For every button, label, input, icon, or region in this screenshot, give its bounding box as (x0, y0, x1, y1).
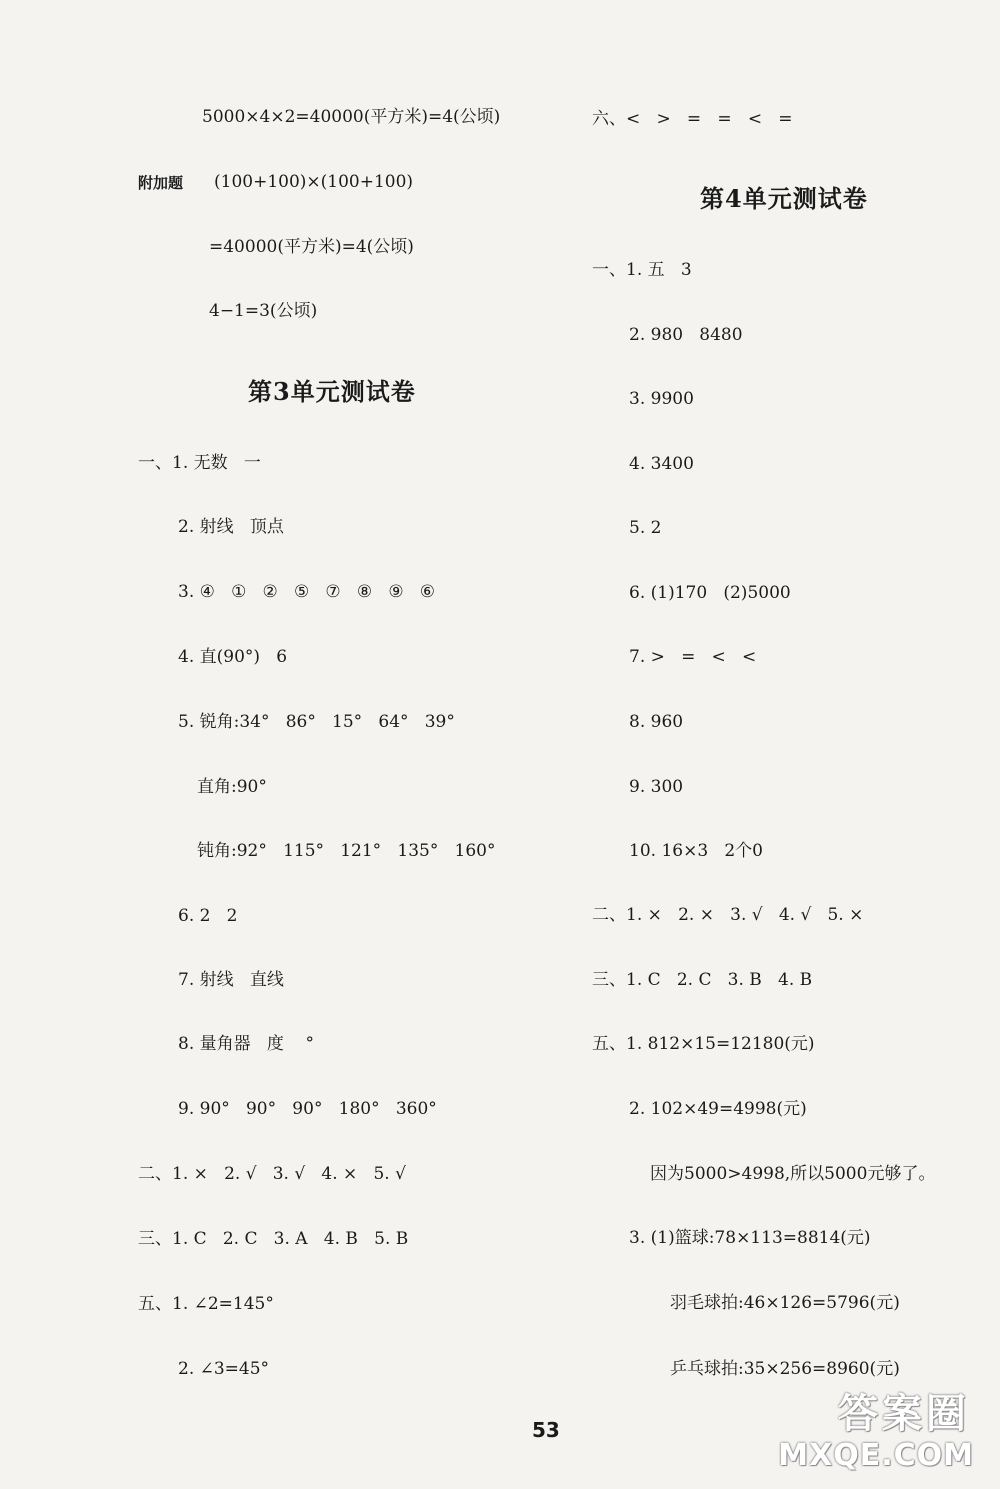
list-item: 二、1. × 2. √ 3. √ 4. × 5. √ (138, 1164, 406, 1184)
bonus-question-label: 附加题 (138, 174, 184, 192)
list-item: 三、1. C 2. C 3. A 4. B 5. B (138, 1229, 409, 1249)
list-item: 5. 2 (629, 518, 662, 538)
list-item: 9. 90° 90° 90° 180° 360° (178, 1099, 437, 1119)
list-item: 8. 量角器 度 ° (178, 1034, 314, 1054)
list-item: 8. 960 (629, 712, 684, 732)
list-item: 4. 直(90°) 6 (178, 647, 288, 667)
area-calculation-line: 5000×4×2=40000(平方米)=4(公顷) (202, 107, 501, 127)
list-item: 7. 射线 直线 (178, 970, 284, 990)
list-item: 羽毛球拍:46×126=5796(元) (670, 1293, 900, 1313)
list-item: 三、1. C 2. C 3. B 4. B (592, 970, 813, 990)
list-item: 五、1. ∠2=145° (138, 1294, 274, 1314)
list-item: 5. 锐角:34° 86° 15° 64° 39° (178, 712, 455, 732)
list-item: 4. 3400 (629, 454, 694, 474)
list-item: 2. 102×49=4998(元) (629, 1099, 807, 1119)
list-item: 2. 射线 顶点 (178, 517, 284, 537)
list-item: 直角:90° (197, 777, 267, 797)
list-item: 6. (1)170 (2)5000 (629, 583, 791, 603)
list-item: 二、1. × 2. × 3. √ 4. √ 5. × (592, 905, 864, 925)
list-item: 2. 980 8480 (629, 325, 743, 345)
list-item: 10. 16×3 2个0 (629, 841, 763, 861)
list-item: 一、1. 无数 一 (138, 453, 261, 473)
list-item: 2. ∠3=45° (178, 1359, 270, 1379)
watermark-logo: 答案圈 (838, 1391, 970, 1437)
page-number: 53 (532, 1418, 560, 1442)
list-item: 3. 9900 (629, 389, 694, 409)
list-item: 6. 2 2 (178, 906, 238, 926)
watermark-site: MXQE.COM (778, 1438, 974, 1473)
list-item: 3. ④ ① ② ⑤ ⑦ ⑧ ⑨ ⑥ (178, 582, 436, 602)
list-item: 9. 300 (629, 777, 684, 797)
unit-3-heading: 第3单元测试卷 (248, 377, 416, 406)
bonus-result-line: =40000(平方米)=4(公顷) (209, 237, 414, 257)
list-item: 钝角:92° 115° 121° 135° 160° (197, 841, 496, 861)
list-item: 因为5000>4998,所以5000元够了。 (650, 1164, 936, 1184)
list-item: 五、1. 812×15=12180(元) (592, 1034, 815, 1054)
list-item: 一、1. 五 3 (592, 260, 692, 280)
unit-4-heading: 第4单元测试卷 (700, 184, 868, 213)
bonus-expression-line: (100+100)×(100+100) (214, 172, 414, 192)
list-item: 7. > = < < (629, 647, 757, 667)
comparison-line: 六、< > = = < = (592, 109, 793, 129)
list-item: 3. (1)篮球:78×113=8814(元) (629, 1228, 871, 1248)
list-item: 乒乓球拍:35×256=8960(元) (670, 1359, 900, 1379)
bonus-difference-line: 4−1=3(公顷) (209, 301, 318, 321)
